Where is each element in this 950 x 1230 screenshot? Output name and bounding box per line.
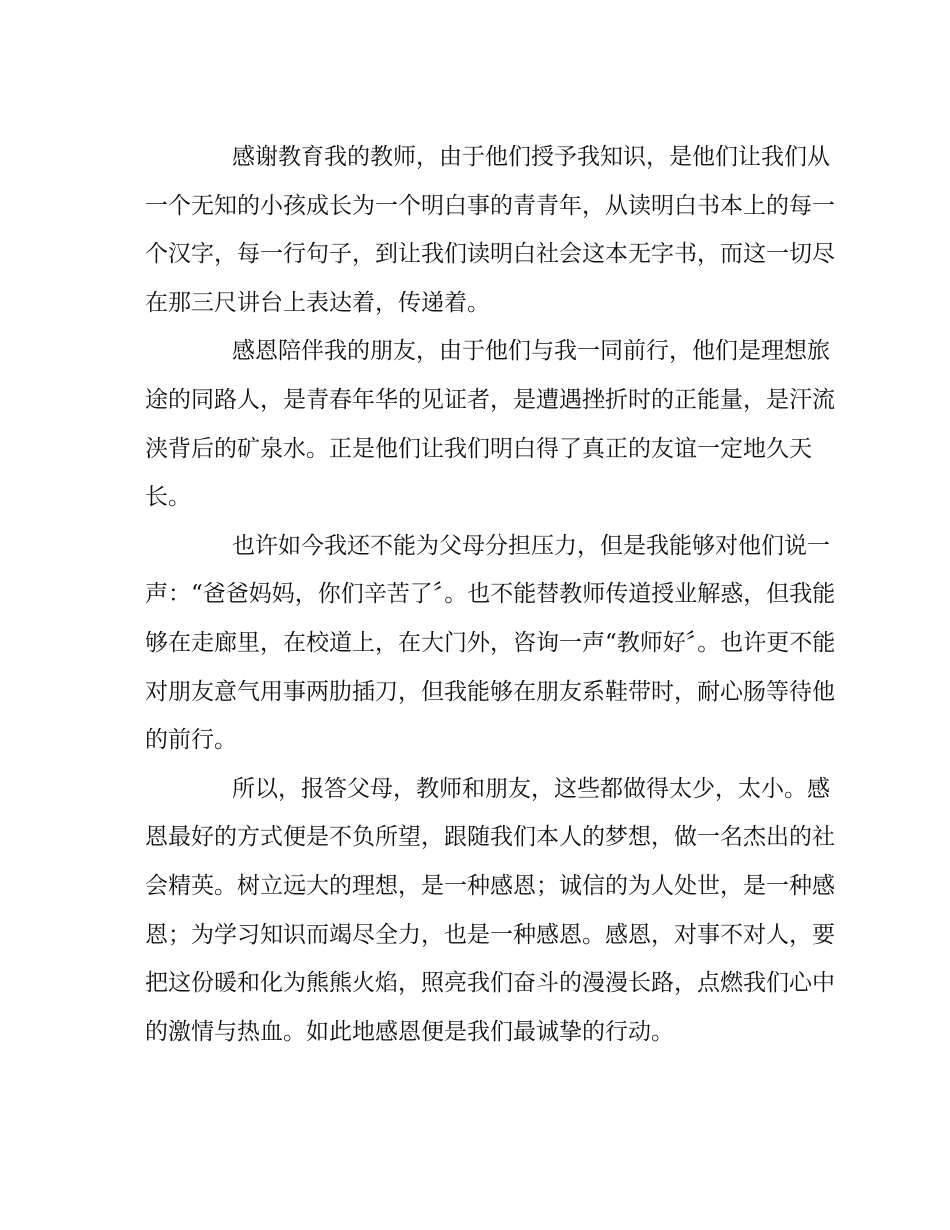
paragraph-2-line-2: 途的同路人，是青春年华的见证者，是遭遇挫折时的正能量，是汗流: [145, 386, 835, 413]
paragraph-1-line-1: 感谢教育我的教师，由于他们授予我知识，是他们让我们从: [232, 144, 830, 170]
paragraph-3-line-2: 声：“爸爸妈妈，你们辛苦了〞。也不能替教师传道授业解惑，但我能: [145, 581, 836, 608]
paragraph-4-line-3: 会精英。树立远大的理想，是一种感恩；诚信的为人处世，是一种感: [145, 872, 835, 899]
paragraph-4-line-5: 把这份暖和化为熊熊火焰，照亮我们奋斗的漫漫长路，点燃我们心中: [145, 970, 835, 997]
paragraph-4-line-2: 恩最好的方式便是不负所望，跟随我们本人的梦想，做一名杰出的社: [145, 824, 835, 851]
paragraph-3-line-1: 也许如今我还不能为父母分担压力，但是我能够对他们说一: [232, 532, 830, 559]
paragraph-4-line-6: 的激情与热血。如此地感恩便是我们最诚挚的行动。: [145, 1018, 674, 1045]
paragraph-1-line-4: 在那三尺讲台上表达着，传递着。: [145, 289, 490, 316]
document-body: [145, 133, 836, 1056]
paragraph-3-line-5: 的前行。: [145, 727, 237, 754]
paragraph-1-line-3: 个汉字，每一行句子，到让我们读明白社会这本无字书，而这一切尽: [145, 241, 835, 268]
paragraph-1-line-2: 一个无知的小孩成长为一个明白事的青青年，从读明白书本上的每一: [145, 192, 835, 219]
paragraph-3-line-3: 够在走廊里，在校道上，在大门外，咨询一声“教师好〞。也许更不能: [145, 629, 836, 656]
paragraph-2-line-3: 浃背后的矿泉水。正是他们让我们明白得了真正的友谊一定地久天: [145, 435, 812, 462]
paragraph-3-line-4: 对朋友意气用事两肋插刀，但我能够在朋友系鞋带时，耐心肠等待他: [145, 678, 835, 705]
paragraph-2-line-4: 长。: [145, 484, 191, 511]
paragraph-2-line-1: 感恩陪伴我的朋友，由于他们与我一同前行，他们是理想旅: [232, 338, 830, 365]
paragraph-4-line-4: 恩；为学习知识而竭尽全力，也是一种感恩。感恩，对事不对人，要: [145, 921, 835, 948]
paragraph-4-line-1: 所以，报答父母，教师和朋友，这些都做得太少，太小。感: [232, 775, 830, 802]
